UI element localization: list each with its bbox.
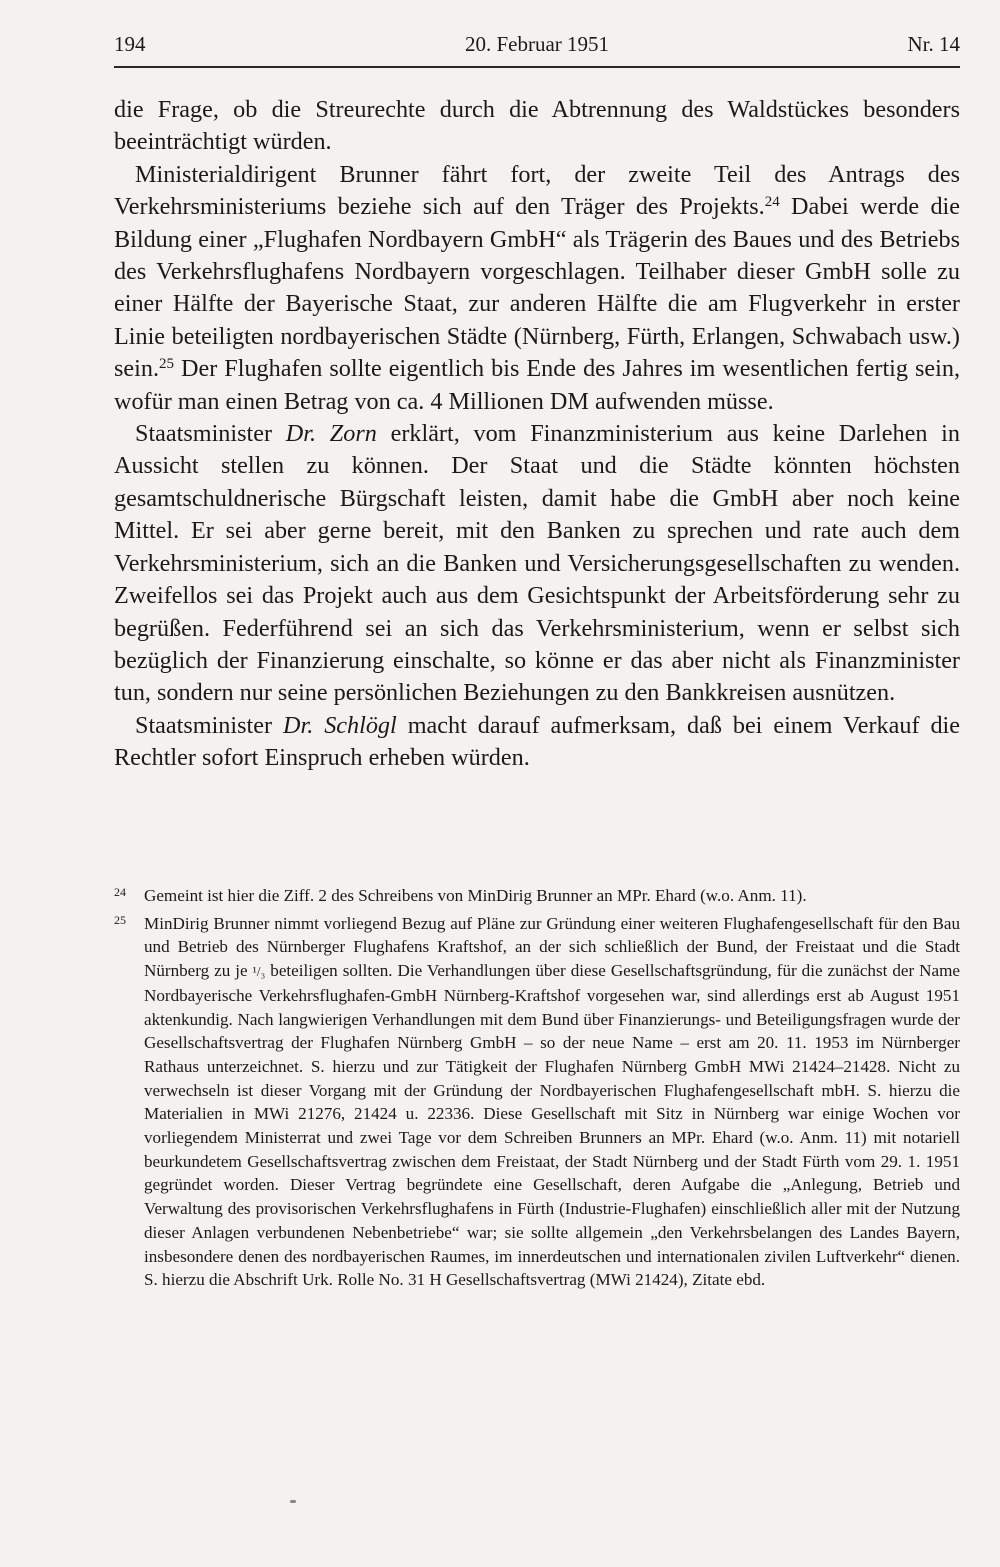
paragraph-text: die Frage, ob die Streurechte durch die Abtrennung des Waldstückes besonders beeinträchtigt würden. <box>114 96 960 156</box>
paragraph-continuation <box>114 94 960 159</box>
footnotes <box>114 884 960 1296</box>
paragraph-text: Staatsminister <box>135 420 286 448</box>
paragraph-schloegl <box>114 710 960 775</box>
print-speck <box>290 1500 296 1503</box>
paragraph-text: macht darauf aufmerksam, daß bei einem Verkauf die Rechtler sofort Einspruch erheben würden. <box>114 711 961 772</box>
page-date: 20. Februar 1951 <box>464 32 610 56</box>
footnote-mark: 24 <box>114 885 126 899</box>
paragraph-text: erklärt, vom Finanzministerium aus keine Darlehen in Aussicht stellen zu können. Der Staat und die Städte könnten höchsten gesamtschuldnerische Bürgschaft leisten, damit habe die GmbH aber noch keine Mittel. Er sei aber gerne bereit, mit den Banken zu sprechen und rate auch dem Verkehrsministerium, sich an die Banken und Versicherungsgesellschaften zu wenden. Zweifellos sei das Projekt auch aus dem Gesichtspunkt der Arbeitsförderung sehr zu begrüßen. Federführend sei an sich das Verkehrsministerium, wenn er selbst sich bezüglich der Finanzierung einschalte, so könne er das aber nicht als Finanzminister tun, sondern nur seine persönlichen Beziehungen zu den Bankkreisen ausnützen. <box>114 420 960 707</box>
page-number: 194 <box>114 32 146 56</box>
footnote-mark: 25 <box>114 912 126 927</box>
footnote-text: MinDirig Brunner nimmt vorliegend Bezug auf Pläne zur Gründung einer weiteren Flughafengesellschaft für den Bau und Betrieb des Nürnberger Flughafens Kraftshof, an der sich schließlich der Bund, der Freistaat und die Stadt Nürnberg zu je <box>144 913 960 981</box>
paragraph-text: Staatsminister <box>135 711 283 739</box>
paragraph-text: Der Flughafen sollte eigentlich bis Ende des Jahres im wesentlichen fertig sein, wofür man einen Betrag von ca. 4 Millionen DM aufwenden müsse. <box>114 355 960 415</box>
fraction: ¹/₃ <box>252 964 266 980</box>
body-text <box>114 94 960 775</box>
footnote-text: beteiligen sollten. Die Verhandlungen über diese Gesellschaftsgründung, für die zunächst der Name Nordbayerische Verkehrsflughafen-GmbH Nürnberg-Kraftshof vorgesehen war, sind allerdings erst ab August 1951 aktenkundig. Nach langwierigen Verhandlungen mit dem Bund über Finanzierungs- und Beteiligungsfragen wurde der Gesellschaftsvertrag der Flughafen Nürnberg GmbH – so der neue Name – erst am 20. 11. 1953 im Nürnberger Rathaus unterzeichnet. S. hierzu und zur Tätigkeit der Flughafen Nürnberg GmbH MWi 21424–21428. Nicht zu verwechseln ist dieser Vorgang mit der Gründung der Nordbayerischen Flughafengesellschaft mbH. S. hierzu die Materialien in MWi 21276, 21424 u. 22336. Diese Gesellschaft mit Sitz in Nürnberg war einige Wochen vor vorliegendem Ministerrat und zwei Tage vor dem Schreiben Brunners an MPr. Ehard (w.o. Anm. 11) mit notariell beurkundetem Gesellschaftsvertrag zwischen dem Freistaat, der Stadt Nürnberg und der Stadt Fürth vom 29. 1. 1951 gegründet worden. Dieser Vertrag begründete eine Gesellschaft, deren Aufgabe die „Anlegung, Betrieb und Verwaltung des provisorischen Verkehrsflughafens in Fürth (Industrie-Flughafen) einschließlich aller mit der Nutzung dieser Anlagen verbundenen Nebenbetriebe“ war; sie sollte allgemein „den Verkehrsbelangen des Landes Bayern, insbesondere denen des nordbayerischen Raumes, im innerdeutschen und internationalen zivilen Luftverkehr“ dienen. S. hierzu die Abschrift Urk. Rolle No. 31 H Gesellschaftsvertrag (MWi 21424), Zitate ebd. <box>144 961 960 1290</box>
speaker-name: Dr. Zorn <box>285 420 377 448</box>
page-header <box>114 28 960 62</box>
paragraph-brunner <box>114 159 960 418</box>
footnote-24 <box>114 884 960 908</box>
paragraph-text: Dabei werde die Bildung einer „Flughafen Nordbayern GmbH“ als Trägerin des Baues und des Betriebs des Verkehrsflughafens Nordbayern vorgeschlagen. Teilhaber dieser GmbH solle zu einer Hälfte der Bayerische Staat, zur anderen Hälfte die am Flugverkehr in erster Linie beteiligten nordbayerischen Städte (Nürnberg, Fürth, Erlangen, Schwabach usw.) sein. <box>114 193 960 383</box>
document-number: Nr. 14 <box>907 32 960 56</box>
paragraph-text: Ministerialdirigent Brunner fährt fort, der zweite Teil des Antrags des Verkehrsministeriums beziehe sich auf den Träger des Projekts. <box>114 160 960 221</box>
footnote-text: Gemeint ist hier die Ziff. 2 des Schreibens von MinDirig Brunner an MPr. Ehard (w.o. Anm. 11). <box>144 886 807 905</box>
footnote-reference-24[interactable]: 24 <box>764 193 780 210</box>
speaker-name: Dr. Schlögl <box>283 711 397 739</box>
paragraph-zorn <box>114 418 960 710</box>
footnote-25 <box>114 912 960 1292</box>
header-rule <box>114 66 960 68</box>
footnote-reference-25[interactable]: 25 <box>159 356 175 372</box>
